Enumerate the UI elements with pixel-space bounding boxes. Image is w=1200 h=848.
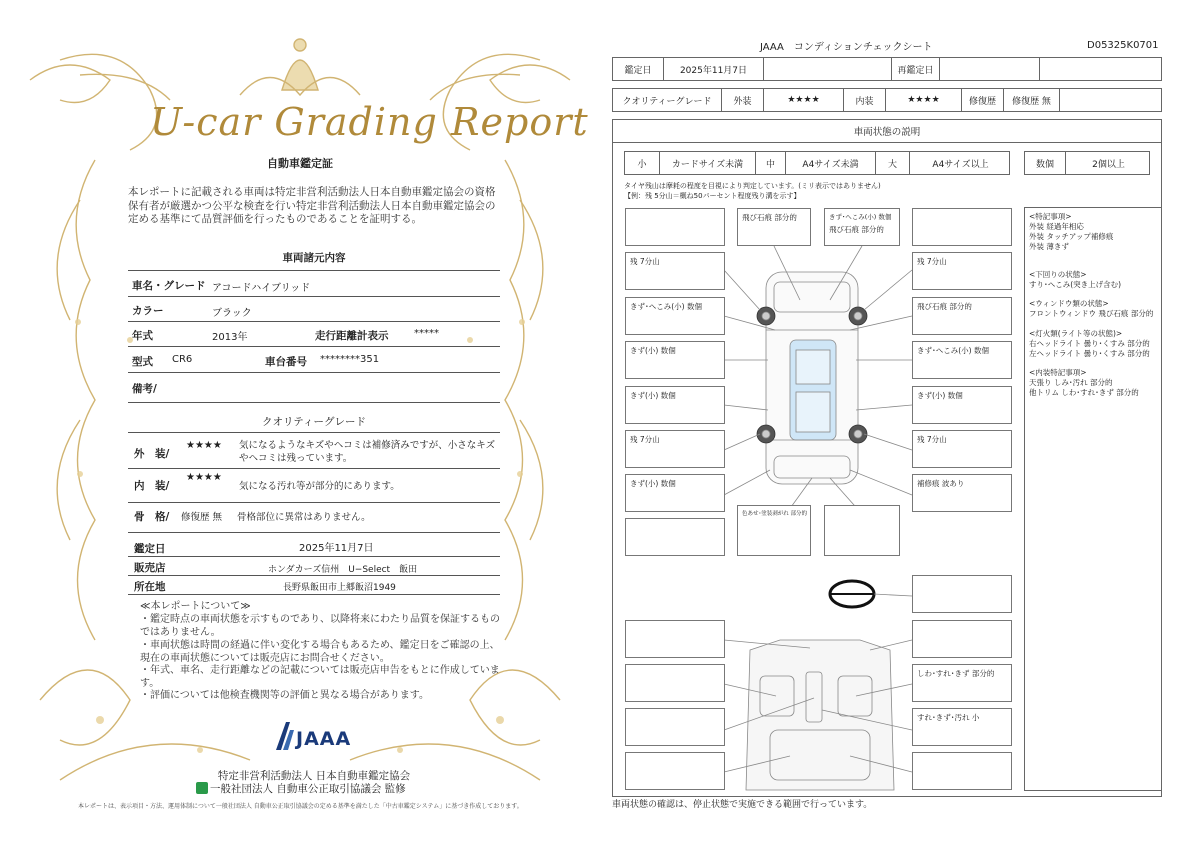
note-line: フロントウィンドウ 飛び石痕 部分的 <box>1029 309 1154 318</box>
chassis-label: 車台番号 <box>265 356 307 368</box>
damage-box <box>912 252 1012 290</box>
note-line: 外装 薄きず <box>1029 242 1069 251</box>
legend-count: 数個 <box>1035 159 1054 170</box>
damage-box <box>625 297 725 335</box>
note-item: ・評価については他検査機関等の評価と異なる場合があります。 <box>140 690 429 701</box>
damage-label: きず･へこみ(小) 数個 <box>917 346 989 355</box>
divider <box>128 346 500 347</box>
damage-label: きず(小) 数個 <box>630 346 676 355</box>
damage-box <box>912 752 1012 790</box>
dealer-value: ホンダカーズ信州 U−Select 飯田 <box>268 565 418 575</box>
note-line: すり･へこみ(突き上げ含む) <box>1029 280 1122 289</box>
note-line: 左ヘッドライト 曇り･くすみ 部分的 <box>1029 349 1150 358</box>
damage-label: 色あせ･塗装剥がれ 部分的 <box>742 511 807 517</box>
count-legend <box>1024 151 1150 175</box>
damage-box <box>625 386 725 424</box>
divider <box>128 594 500 595</box>
divider <box>128 270 500 271</box>
damage-box <box>625 430 725 468</box>
model-label: 型式 <box>132 356 153 368</box>
frame-value: 修復歴 無 <box>181 512 223 523</box>
divider <box>128 468 500 469</box>
note-item: ・年式、車名、走行距離などの記載については販売店申告をもとに作成しています。 <box>140 665 500 689</box>
note-item: ・車両状態は時間の経過に伴い変化する場合もあるため、鑑定日をご確認の上、現在の車両状態については販売店にお問合せください。 <box>140 640 500 664</box>
note-line: 他トリム しわ･すれ･きず 部分的 <box>1029 388 1139 397</box>
note-line: 外装 タッチアップ補修痕 <box>1029 232 1114 241</box>
note-line: <特記事項> <box>1029 212 1072 221</box>
legend-medium-desc: A4サイズ未満 <box>785 152 875 174</box>
damage-box <box>912 386 1012 424</box>
damage-box <box>912 708 1012 746</box>
damage-label: きず(小) 数個 <box>630 479 676 488</box>
damage-box <box>912 208 1012 246</box>
damage-box <box>625 620 725 658</box>
note-line: 右ヘッドライト 曇り･くすみ 部分的 <box>1029 339 1150 348</box>
supervisor-organization: 一般社団法人 自動車公正取引協議会 監修 <box>210 783 406 795</box>
int-stars: ★★★★ <box>885 89 961 111</box>
int-label: 内装 <box>843 89 885 111</box>
address-label: 所在地 <box>134 581 166 593</box>
frame-label: 骨 格/ <box>134 511 170 523</box>
date-value: 2025年11月7日 <box>299 543 374 554</box>
redate-value <box>939 58 1039 80</box>
damage-box <box>625 752 725 790</box>
exterior-comment: 気になるようなキズやヘコミは補修済みですが、小さなキズやヘコミは残っています。 <box>239 440 496 464</box>
date-value: 2025年11月7日 <box>663 58 763 80</box>
legend-large-desc: A4サイズ以上 <box>909 152 1011 174</box>
sheet-title: JAAA コンディションチェックシート <box>760 42 933 53</box>
grade-label: クオリティーグレード <box>622 96 712 107</box>
divider <box>128 296 500 297</box>
jaaa-logo-text: JAAA <box>296 728 352 750</box>
divider <box>128 532 500 533</box>
note-line: <ウィンドウ類の状態> <box>1029 299 1109 308</box>
note-line: <下回りの状態> <box>1029 270 1087 279</box>
divider <box>128 556 500 557</box>
date-label: 鑑定日 <box>624 65 652 76</box>
legend-small: 小 <box>637 159 647 170</box>
legend-medium: 中 <box>755 152 785 174</box>
special-notes-box <box>1024 207 1162 791</box>
damage-label: 残 7分山 <box>917 435 947 444</box>
damage-label: 飛び石痕 部分的 <box>742 213 797 222</box>
dealer-label: 販売店 <box>134 562 166 574</box>
certificate-footnote: 本レポートは、表示項目・方法、運用体制について一般社団法人 自動車公正取引協議会の定める基準を満たした「中古車鑑定システム」に基づき作成しております。 <box>78 803 523 810</box>
damage-box <box>824 505 900 556</box>
quality-section-title: クオリティーグレード <box>262 416 366 428</box>
notes-title: ≪本レポートについて≫ <box>140 601 251 612</box>
damage-label: きず(小) 数個 <box>917 391 963 400</box>
damage-label: 飛び石痕 部分的 <box>829 225 884 234</box>
interior-stars: ★★★★ <box>186 472 222 483</box>
damage-label: 補修痕 波あり <box>917 479 965 488</box>
fair-trade-council-icon <box>196 782 208 794</box>
divider <box>128 432 500 433</box>
damage-box <box>912 297 1012 335</box>
jaaa-logo-icon <box>276 722 294 750</box>
sheet-id: D05325K0701 <box>1087 40 1159 51</box>
damage-box <box>737 208 811 246</box>
damage-box <box>625 341 725 379</box>
model-value: CR6 <box>172 354 193 365</box>
damage-box <box>912 664 1012 702</box>
damage-label: しわ･すれ･きず 部分的 <box>917 669 995 678</box>
mileage-value: ***** <box>414 328 439 339</box>
interior-comment: 気になる汚れ等が部分的にあります。 <box>239 481 400 492</box>
damage-box <box>625 252 725 290</box>
ext-label: 外装 <box>721 89 763 111</box>
damage-label: 飛び石痕 部分的 <box>917 302 972 311</box>
note-line: <内装特記事項> <box>1029 368 1087 377</box>
mileage-label: 走行距離計表示 <box>315 330 389 342</box>
damage-box <box>912 341 1012 379</box>
damage-label: きず･へこみ(小) 数個 <box>630 302 702 311</box>
legend-large: 大 <box>875 152 909 174</box>
grade-blank <box>1059 89 1163 111</box>
repair-value: 修復歴 無 <box>1003 89 1059 111</box>
condition-check-sheet <box>600 0 1200 848</box>
damage-label: きず･へこみ(小) 数個 <box>829 213 892 221</box>
remarks-label: 備考/ <box>132 383 157 395</box>
date-row <box>612 57 1162 81</box>
note-line: <灯火類(ライト等の状態)> <box>1029 329 1123 338</box>
damage-label: 残 7分山 <box>917 257 947 266</box>
address-value: 長野県飯田市上郷飯沼1949 <box>283 583 396 593</box>
divider <box>128 575 500 576</box>
color-value: ブラック <box>212 308 252 319</box>
damage-label: 残 7分山 <box>630 435 660 444</box>
spec-section-title: 車両諸元内容 <box>282 252 346 264</box>
color-label: カラー <box>132 305 164 317</box>
damage-box <box>625 664 725 702</box>
divider <box>128 402 500 403</box>
tire-note: タイヤ残山は摩耗の程度を目視により判定しています。(ミリ表示ではありません) <box>624 182 881 190</box>
damage-box <box>912 474 1012 512</box>
divider <box>128 502 500 503</box>
date-label: 鑑定日 <box>134 543 166 555</box>
damage-box <box>625 518 725 556</box>
note-line: 外装 経過年相応 <box>1029 222 1084 231</box>
organization-name: 特定非営利活動法人 日本自動車鑑定協会 <box>217 770 411 782</box>
year-value: 2013年 <box>212 332 248 343</box>
grade-row <box>612 88 1162 112</box>
certificate-subtitle: 自動車鑑定証 <box>267 157 333 170</box>
damage-label: すれ･きず･汚れ 小 <box>917 713 980 722</box>
legend-count-desc: 2個以上 <box>1065 152 1151 174</box>
ext-stars: ★★★★ <box>763 89 843 111</box>
damage-label: 残 7分山 <box>630 257 660 266</box>
chassis-value: ********351 <box>320 354 380 365</box>
frame-comment: 骨格部位に異常はありません。 <box>237 512 371 523</box>
redate-blank <box>1039 58 1163 80</box>
damage-box <box>737 505 811 556</box>
certificate-title: U-car Grading Report <box>150 100 589 144</box>
tire-note-example: 【例：残 5分山＝概ね50パーセント程度残り溝を示す】 <box>624 192 801 200</box>
damage-box <box>912 430 1012 468</box>
redate-label: 再鑑定日 <box>891 58 939 80</box>
size-legend <box>624 151 1010 175</box>
legend-small-desc: カードサイズ未満 <box>659 152 755 174</box>
certificate-intro: 本レポートに記載される車両は特定非営利活動法人日本自動車鑑定協会の資格保有者が厳選かつ公平な検査を行い特定非営利活動法人日本自動車鑑定協会の定める基準にて品質評価を行ったものであることを証明する。 <box>128 186 496 225</box>
damage-box <box>625 208 725 246</box>
year-label: 年式 <box>132 330 153 342</box>
damage-label: きず(小) 数個 <box>630 391 676 400</box>
interior-label: 内 装/ <box>134 480 170 492</box>
date-blank <box>763 58 891 80</box>
exterior-stars: ★★★★ <box>186 440 222 451</box>
note-item: ・鑑定時点の車両状態を示すものであり、以降将来にわたり品質を保証するものではありません。 <box>140 614 500 638</box>
repair-label: 修復歴 <box>961 89 1003 111</box>
damage-box <box>824 208 900 246</box>
damage-box <box>912 575 1012 613</box>
damage-box <box>912 620 1012 658</box>
inspection-note: 車両状態の確認は、停止状態で実施できる範囲で行っています。 <box>612 800 873 810</box>
section-title: 車両状態の説明 <box>612 119 1162 143</box>
name-label: 車名・グレード <box>132 280 206 292</box>
name-value: アコードハイブリッド <box>212 283 311 294</box>
note-line: 天張り しみ･汚れ 部分的 <box>1029 378 1113 387</box>
divider <box>128 372 500 373</box>
divider <box>128 321 500 322</box>
damage-box <box>625 474 725 512</box>
damage-box <box>625 708 725 746</box>
exterior-label: 外 装/ <box>134 448 170 460</box>
